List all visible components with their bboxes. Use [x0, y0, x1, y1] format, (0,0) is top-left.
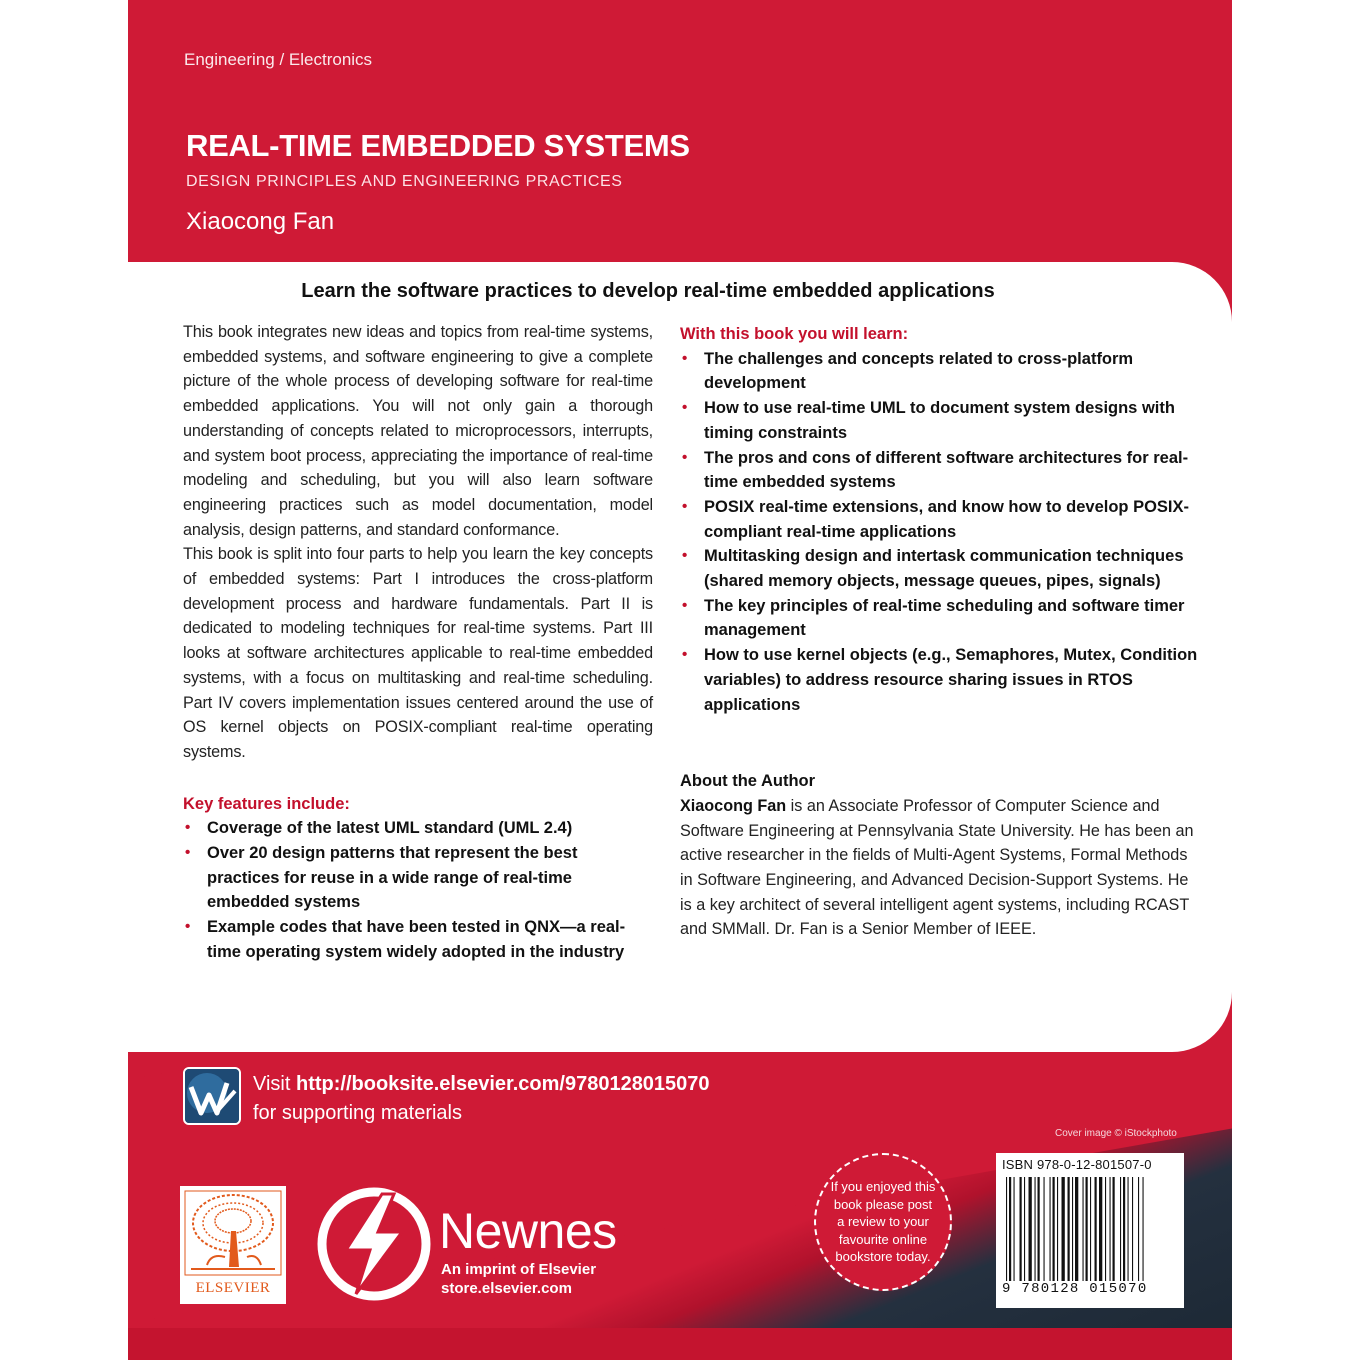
- right-column: [680, 322, 1200, 942]
- elsevier-tree-logo: [180, 1186, 286, 1304]
- about-author-text: Xiaocong Fan is an Associate Professor of Computer Science and Software Engineering at Pennsylvania State University. He has been an active researcher in the fields of Multi-Agent Systems, Formal Methods in Software Engineering, and Advanced Decision-Support Systems. He is a key architect of several intelligent agent systems, including RCAST and SMMall. Dr. Fan is a Senior Member of IEEE.: [680, 796, 1194, 939]
- description-paragraph-1: This book integrates new ideas and topics from real-time systems, embedded systems, and software engineering to give a complete picture of the whole process of developing software for real-time embedded applications. You will not only gain a thorough understanding of concepts related to microprocessors, interrupts, and system boot process, appreciating the importance of real-time modeling and scheduling, but you will also learn software engineering practices such as model documentation, model analysis, design patterns, and standard conformance.: [183, 323, 653, 539]
- learn-item: • The key principles of real-time scheduling and software timer management: [682, 596, 1185, 640]
- book-subtitle: DESIGN PRINCIPLES AND ENGINEERING PRACTICES: [186, 173, 623, 190]
- visit-text: Visit http://booksite.elsevier.com/9780128015070 for supporting materials: [253, 1073, 710, 1124]
- description-paragraph-2: This book is split into four parts to help you learn the key concepts of embedded systems: Part I introduces the cross-platform development process and hardware fundamentals. Part II is dedicated to modeling techniques for real-time systems. Part III looks at software architectures applicable to real-time embedded systems, with a focus on multitasking and real-time scheduling. Part IV covers implementation issues centered around the use of OS kernel objects on POSIX-compliant real-time operating systems.: [183, 545, 653, 761]
- learn-item: • The challenges and concepts related to cross-platform development: [682, 349, 1134, 393]
- elsevier-wordmark: ELSEVIER: [195, 1280, 271, 1296]
- learn-heading: With this book you will learn:: [680, 325, 909, 343]
- learn-item: • POSIX real-time extensions, and know how to develop POSIX-compliant real-time applications: [682, 497, 1190, 541]
- key-feature-item: • Coverage of the latest UML standard (UML 2.4): [185, 819, 573, 838]
- newnes-wordmark: Newnes: [439, 1203, 617, 1259]
- key-feature-item: • Example codes that have been tested in QNX—a real-time operating system widely adopted in the industry: [185, 918, 626, 961]
- key-features-list: [183, 816, 653, 964]
- key-features-heading: Key features include:: [183, 794, 350, 813]
- imprint-text: An imprint of Elsevier store.elsevier.com: [441, 1261, 597, 1297]
- panel-heading: Learn the software practices to develop real-time embedded applications: [301, 280, 995, 302]
- learn-item: • How to use real-time UML to document system designs with timing constraints: [682, 399, 1175, 442]
- barcode: [1002, 1177, 1178, 1281]
- content-panel: [128, 262, 1232, 1052]
- category-label: Engineering / Electronics: [184, 50, 373, 69]
- about-author-heading: About the Author: [680, 772, 816, 791]
- web-link-icon: [183, 1067, 241, 1125]
- about-author-name: Xiaocong Fan: [680, 796, 787, 815]
- newnes-lightning-logo: [316, 1186, 432, 1302]
- booksite-link[interactable]: http://booksite.elsevier.com/9780128015070: [295, 1073, 710, 1095]
- book-back-cover: [128, 0, 1232, 1360]
- learn-list: [680, 347, 1200, 718]
- barcode-box: [996, 1153, 1184, 1308]
- book-title: REAL-TIME EMBEDDED SYSTEMS: [186, 128, 690, 163]
- left-column: [183, 320, 653, 965]
- learn-item: • Multitasking design and intertask communication techniques (shared memory objects, message queues, pipes, signals): [682, 547, 1184, 591]
- store-link[interactable]: store.elsevier.com: [441, 1280, 572, 1297]
- key-feature-item: • Over 20 design patterns that represent the best practices for reuse in a wide range of real-time embedded systems: [185, 844, 578, 912]
- author-name: Xiaocong Fan: [186, 208, 335, 235]
- cover-image-credit: Cover image © iStockphoto: [1055, 1128, 1177, 1139]
- isbn-label: ISBN 978-0-12-801507-0: [1002, 1157, 1152, 1172]
- review-badge: If you enjoyed this book please post a review to your favourite online bookstore today.: [814, 1153, 952, 1291]
- learn-item: • How to use kernel objects (e.g., Semaphores, Mutex, Condition variables) to address resource sharing issues in RTOS applications: [682, 646, 1198, 714]
- learn-item: • The pros and cons of different software architectures for real-time embedded systems: [682, 448, 1189, 492]
- barcode-digits: 9 780128 015070: [1002, 1281, 1148, 1297]
